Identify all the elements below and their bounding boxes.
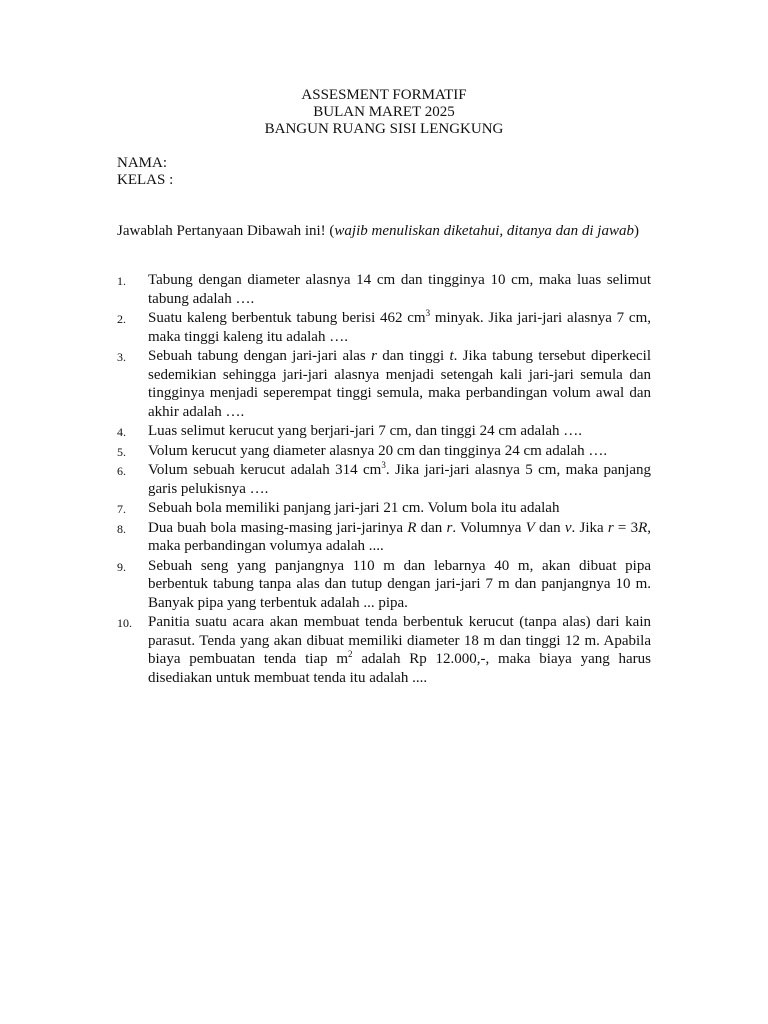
question-3	[117, 347, 651, 421]
class-label: KELAS :	[117, 172, 174, 188]
question-text: Suatu kaleng berbentuk tabung berisi 462 $cm^3$ minyak. Jika jari-jari alasnya 7 cm, maka tinggi kaleng itu adalah ….	[148, 308, 651, 345]
question-8	[117, 519, 651, 556]
document-header	[0, 87, 768, 138]
question-1	[117, 271, 651, 308]
instruction-prefix: Jawablah Pertanyaan Dibawah ini! (	[117, 223, 335, 239]
question-number: 4.	[117, 425, 126, 439]
header-topic: BANGUN RUANG SISI LENGKUNG	[264, 121, 504, 137]
question-number: 6.	[117, 464, 126, 478]
header-title: ASSESMENT FORMATIF	[301, 87, 467, 103]
question-list	[117, 271, 651, 688]
question-text: Tabung dengan diameter alasnya 14 cm dan tingginya 10 cm, maka luas selimut tabung adalah ….	[148, 272, 651, 307]
question-number: 3.	[117, 350, 126, 364]
question-text: Panitia suatu acara akan membuat tenda berbentuk kerucut (tanpa alas) dari kain parasut. Tenda yang akan dibuat memiliki diameter 18 m dan tinggi 12 m. Apabila biaya pembuatan tenda tiap $m^2$ adalah Rp 12.000,-, maka biaya yang harus disediakan untuk membuat tenda itu adalah ....	[148, 614, 651, 686]
question-number: 7.	[117, 502, 126, 516]
student-identity	[117, 155, 173, 189]
question-text: Sebuah seng yang panjangnya 110 m dan lebarnya 40 m, akan dibuat pipa berbentuk tabung tanpa alas dan tutup dengan jari-jari 7 m dan panjangnya 10 m. Banyak pipa yang terbentuk adalah ... pipa.	[148, 557, 651, 611]
question-text: Volum sebuah kerucut adalah 314 $cm^3$. Jika jari-jari alasnya 5 cm, maka panjang garis pelukisnya ….	[148, 460, 651, 497]
question-number: 10.	[117, 616, 132, 630]
instruction-suffix: )	[633, 223, 639, 239]
question-number: 2.	[117, 312, 126, 326]
question-number: 5.	[117, 444, 126, 459]
question-2	[117, 309, 651, 346]
instruction-italic: wajib menuliskan diketahui, ditanya dan di jawab	[334, 223, 634, 239]
question-5	[117, 442, 651, 461]
question-number: 8.	[117, 521, 126, 536]
question-4	[117, 422, 651, 441]
question-9	[117, 557, 651, 613]
question-text: Luas selimut kerucut yang berjari-jari 7 cm, dan tinggi 24 cm adalah ….	[148, 423, 583, 439]
name-label: NAMA:	[117, 155, 168, 171]
question-text: Dua buah bola masing-masing jari-jarinya R dan r. Volumnya V dan v. Jika r = 3R, maka perbandingan volumya adalah ....	[148, 519, 651, 554]
question-number: 9.	[117, 559, 126, 574]
question-10	[117, 613, 651, 687]
header-month: BULAN MARET 2025	[313, 104, 455, 120]
question-text: Sebuah bola memiliki panjang jari-jari 21 cm. Volum bola itu adalah	[148, 500, 560, 516]
question-text: Volum kerucut yang diameter alasnya 20 cm dan tingginya 24 cm adalah ….	[148, 442, 608, 459]
instruction	[117, 222, 651, 240]
question-number: 1.	[117, 274, 126, 288]
question-6	[117, 461, 651, 498]
question-7	[117, 499, 651, 518]
question-text: Sebuah tabung dengan jari-jari alas r dan tinggi t. Jika tabung tersebut diperkecil sedemikian sehingga jari-jari alasnya menjadi setengah kali jari-jari semula dan tingginya menjadi seperempat tinggi semula, maka perbandingan volum awal dan akhir adalah ….	[148, 348, 651, 420]
